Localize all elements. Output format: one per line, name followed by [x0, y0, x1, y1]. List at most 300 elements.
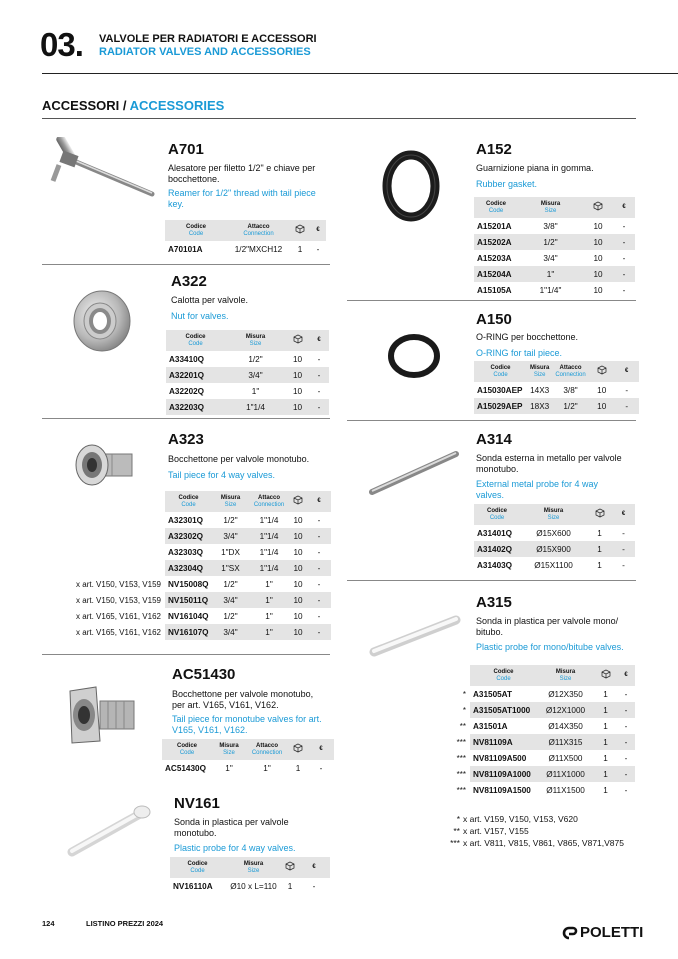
- table-cell: -: [312, 881, 316, 891]
- col-code: [165, 491, 212, 512]
- a152-table: [474, 197, 635, 298]
- table-row: [166, 351, 329, 367]
- table-text: Code: [179, 749, 195, 756]
- table-cell: 10: [293, 579, 303, 589]
- product-code-a150: A150: [476, 311, 512, 328]
- table-cell: 10: [597, 385, 607, 395]
- ac51430-table: [162, 739, 334, 776]
- table-text: Attacco: [559, 364, 582, 371]
- page-number: 124: [42, 919, 55, 928]
- table-text: Connection: [555, 371, 586, 378]
- table-cell: -: [307, 560, 331, 576]
- table-row: [58, 576, 331, 592]
- table-row: [474, 525, 635, 541]
- divider: [347, 420, 636, 421]
- table-cell: -: [625, 385, 629, 395]
- table-cell: 10: [286, 367, 309, 383]
- nv161-desc-it: Sonda in plastica per valvole monotubo.: [174, 817, 289, 838]
- col-code: [474, 361, 527, 382]
- table-text: Size: [224, 501, 237, 508]
- col-code: [166, 330, 225, 351]
- a323-table: [58, 491, 331, 640]
- table-header-row: [166, 330, 329, 351]
- table-cell: *: [453, 686, 470, 702]
- package-icon: [594, 665, 617, 686]
- product-code-a322: A322: [171, 273, 207, 290]
- plastic-probe-mono-image: [368, 612, 464, 660]
- a152-desc-it: Guarnizione piana in gomma.: [476, 163, 594, 173]
- a315-table: [453, 665, 635, 798]
- table-cell: 3/4": [543, 253, 558, 263]
- table-cell: 1: [594, 766, 617, 782]
- col-size: [520, 504, 587, 525]
- table-row: [58, 608, 331, 624]
- package-icon: [290, 220, 310, 241]
- table-cell: 1"1/4: [249, 560, 289, 576]
- table-cell: 1"DX: [221, 547, 240, 557]
- table-text: Code: [188, 230, 204, 237]
- table-cell: 10: [289, 592, 307, 608]
- divider: [42, 418, 330, 419]
- note-line: [444, 825, 624, 837]
- header-divider: [42, 73, 678, 74]
- table-cell: Ø10 x L=110: [230, 881, 277, 891]
- table-row: [474, 266, 635, 282]
- col-size: [518, 197, 583, 218]
- table-cell: A31505AT: [473, 689, 512, 699]
- table-cell: -: [617, 702, 635, 718]
- col-code: [474, 197, 518, 218]
- table-cell: 1/2": [223, 579, 238, 589]
- table-cell: A32301Q: [168, 515, 204, 525]
- table-cell: 1"1/4: [259, 547, 279, 557]
- col-connection: [227, 220, 290, 241]
- table-text: Size: [544, 207, 557, 214]
- table-text: x art. V811, V815, V861, V865, V871,V875: [463, 838, 624, 848]
- col-code: [474, 504, 520, 525]
- table-cell: 1: [597, 528, 602, 538]
- table-text: Size: [559, 675, 572, 682]
- table-cell: 1/2": [223, 515, 238, 525]
- table-text: Size: [533, 371, 546, 378]
- chapter-title-en: RADIATOR VALVES AND ACCESSORIES: [99, 46, 311, 58]
- table-text: Connection: [251, 749, 283, 756]
- package-icon: [288, 739, 308, 760]
- table-cell: -: [317, 386, 321, 396]
- a322-table: [166, 330, 329, 415]
- table-row: [474, 218, 635, 234]
- table-row: [453, 750, 635, 766]
- table-text: Size: [249, 340, 262, 347]
- table-cell: 1"1/4: [225, 399, 286, 415]
- table-header-row: [474, 504, 635, 525]
- table-cell: -: [317, 515, 321, 525]
- table-text: Misura: [245, 333, 266, 340]
- table-cell: A32302Q: [165, 528, 212, 544]
- table-cell: A15029AEP: [474, 398, 527, 414]
- table-text: Misura: [219, 742, 239, 749]
- table-cell: NV81109A1000: [470, 766, 537, 782]
- table-cell: 1: [597, 560, 602, 570]
- table-cell: 10: [292, 386, 303, 396]
- table-cell: **: [453, 718, 470, 734]
- table-cell: -: [317, 579, 321, 589]
- table-cell: 10: [583, 266, 613, 282]
- table-cell: -: [307, 624, 331, 640]
- table-cell: NV15008Q: [168, 579, 209, 589]
- table-cell: 10: [289, 560, 307, 576]
- table-text: Codice: [490, 364, 511, 371]
- table-text: Codice: [176, 742, 197, 749]
- col-size: [225, 330, 286, 351]
- table-cell: -: [612, 541, 635, 557]
- a314-desc-en: External metal probe for 4 way valves.: [476, 479, 599, 500]
- table-row: [474, 541, 635, 557]
- table-row: [58, 544, 331, 560]
- table-cell: Ø11X1500: [546, 785, 585, 795]
- table-cell: A15203A: [477, 253, 512, 263]
- table-text: Codice: [187, 860, 208, 867]
- table-row: [474, 557, 635, 573]
- table-cell: 1": [249, 592, 289, 608]
- table-cell: ***: [453, 782, 470, 798]
- table-cell: -: [624, 721, 628, 731]
- table-text: Codice: [493, 668, 514, 675]
- poletti-logo-icon: [562, 926, 578, 940]
- a150-desc-en: O-RING for tail piece.: [476, 348, 563, 358]
- table-cell: NV81109A: [470, 734, 537, 750]
- a150-desc-it: O-RING per bocchettone.: [476, 332, 579, 342]
- table-cell: A31402Q: [474, 541, 520, 557]
- brand-logo: [562, 924, 643, 941]
- package-icon: [286, 330, 309, 351]
- table-cell: -: [613, 234, 635, 250]
- product-code-a323: A323: [168, 431, 204, 448]
- table-text: Connection: [243, 230, 274, 237]
- table-row: [58, 560, 331, 576]
- col-price: €: [307, 491, 331, 512]
- ac51430-desc-it: Bocchettone per valvole monotubo, per art. V165, V161, V162.: [172, 689, 314, 710]
- table-row: [453, 782, 635, 798]
- table-cell: x art. V165, V161, V162: [58, 624, 165, 640]
- table-header-row: [474, 197, 635, 218]
- col-price: €: [310, 220, 326, 241]
- col-price: €: [617, 665, 635, 686]
- col-code: [162, 739, 212, 760]
- price-list-label: LISTINO PREZZI 2024: [86, 919, 164, 928]
- a315-desc-it: Sonda in plastica per valvole mono/ bitubo.: [476, 616, 619, 637]
- table-cell: -: [624, 785, 628, 795]
- o-ring-image: [384, 330, 444, 382]
- table-cell: 10: [293, 547, 303, 557]
- table-row: [474, 398, 639, 414]
- table-cell: -: [624, 689, 628, 699]
- table-cell: NV16104Q: [168, 611, 209, 621]
- plastic-probe-image: [60, 800, 152, 862]
- table-cell: A32303Q: [168, 547, 204, 557]
- table-cell: 1: [594, 702, 617, 718]
- table-cell: -: [307, 528, 331, 544]
- a701-desc-it: Alesatore per filetto 1/2" e chiave per bocchettone.: [168, 163, 316, 184]
- col-size: [212, 739, 246, 760]
- table-cell: 1: [594, 734, 617, 750]
- table-cell: A31501A: [473, 721, 508, 731]
- table-text: Code: [188, 340, 203, 347]
- table-cell: 10: [583, 234, 613, 250]
- table-cell: 10: [589, 398, 615, 414]
- table-cell: 3/4": [225, 367, 286, 383]
- table-row: [453, 766, 635, 782]
- col-price: €: [613, 197, 635, 218]
- table-cell: 1: [603, 753, 608, 763]
- table-text: Codice: [486, 507, 507, 514]
- table-cell: 1": [225, 763, 233, 773]
- table-cell: A70101A: [168, 244, 203, 254]
- table-row: [170, 878, 330, 894]
- table-row: [453, 734, 635, 750]
- col-connection: [249, 491, 289, 512]
- col-size: [225, 857, 282, 878]
- table-cell: -: [615, 398, 639, 414]
- table-cell: A32304Q: [165, 560, 212, 576]
- table-cell: [58, 528, 165, 544]
- table-cell: 3/4": [212, 592, 249, 608]
- table-cell: 3/8": [563, 385, 578, 395]
- table-cell: A32202Q: [169, 386, 205, 396]
- table-header-row: [453, 665, 635, 686]
- table-cell: NV81109A1500: [473, 785, 531, 795]
- table-cell: -: [307, 592, 331, 608]
- table-text: Codice: [178, 494, 199, 501]
- package-icon: [587, 504, 612, 525]
- table-text: Codice: [485, 200, 506, 207]
- table-text: Misura: [243, 860, 264, 867]
- table-row: [166, 399, 329, 415]
- product-code-ac51430: AC51430: [172, 666, 236, 683]
- table-row: [58, 624, 331, 640]
- col-price: €: [298, 857, 330, 878]
- col-code: [165, 220, 227, 241]
- col-size: [527, 361, 552, 382]
- product-code-a701: A701: [168, 141, 204, 158]
- table-cell: -: [309, 367, 329, 383]
- product-code-nv161: NV161: [174, 795, 220, 812]
- table-header-row: [170, 857, 330, 878]
- table-row: [58, 592, 331, 608]
- col-size: [212, 491, 249, 512]
- table-text: Codice: [185, 333, 206, 340]
- table-cell: [453, 665, 470, 686]
- package-icon: [282, 857, 298, 878]
- table-cell: A15202A: [474, 234, 518, 250]
- table-cell: 1": [251, 386, 260, 396]
- col-connection: [552, 361, 588, 382]
- a315-desc-en: Plastic probe for mono/bitube valves.: [476, 642, 624, 652]
- table-text: *: [456, 814, 460, 824]
- table-cell: Ø11X315: [537, 734, 594, 750]
- table-cell: 1: [297, 244, 303, 254]
- table-row: [453, 686, 635, 702]
- divider: [42, 264, 330, 265]
- table-cell: -: [316, 244, 320, 254]
- table-row: [166, 383, 329, 399]
- table-cell: -: [622, 253, 626, 263]
- note-line: [444, 813, 624, 825]
- table-cell: x art. V150, V153, V159: [58, 592, 165, 608]
- table-cell: 10: [293, 611, 303, 621]
- table-cell: 14X3: [530, 385, 550, 395]
- table-cell: 1"1/4: [249, 528, 289, 544]
- ac51430-desc-en: Tail piece for monotube valves for art. V165, V161, V162.: [172, 714, 322, 735]
- table-text: Misura: [540, 200, 561, 207]
- table-cell: 1/2": [552, 398, 588, 414]
- table-cell: 3/4": [212, 624, 249, 640]
- table-text: Code: [489, 514, 505, 521]
- table-text: Misura: [220, 494, 241, 501]
- table-cell: -: [613, 266, 635, 282]
- a314-table: [474, 504, 635, 573]
- table-cell: [58, 560, 165, 576]
- table-row: [474, 282, 635, 298]
- table-cell: -: [617, 734, 635, 750]
- a701-desc-en: Reamer for 1/2" thread with tail piece key.: [168, 188, 316, 209]
- monotube-tail-piece-image: [66, 683, 140, 747]
- table-cell: 1/2": [223, 611, 238, 621]
- table-cell: 1"1/4": [539, 285, 562, 295]
- a322-desc-en: Nut for valves.: [171, 311, 229, 321]
- table-text: **: [453, 826, 460, 836]
- divider: [347, 580, 636, 581]
- table-cell: 10: [293, 515, 303, 525]
- table-cell: -: [309, 399, 329, 415]
- table-cell: A31401Q: [477, 528, 513, 538]
- table-cell: -: [317, 547, 321, 557]
- table-cell: -: [622, 528, 625, 538]
- table-text: Size: [223, 749, 235, 756]
- table-cell: -: [317, 354, 321, 364]
- table-cell: -: [622, 285, 626, 295]
- divider: [347, 300, 636, 301]
- section-divider: [42, 118, 636, 119]
- table-text: Codice: [185, 223, 206, 230]
- table-cell: 1": [265, 611, 273, 621]
- table-cell: 10: [289, 528, 307, 544]
- table-cell: NV81109A500: [473, 753, 527, 763]
- chapter-title-it: VALVOLE PER RADIATORI E ACCESSORI: [99, 33, 317, 45]
- table-cell: Ø15X1100: [534, 560, 573, 570]
- table-cell: Ø14X350: [548, 721, 583, 731]
- table-cell: 10: [593, 253, 603, 263]
- table-cell: 10: [286, 399, 309, 415]
- table-cell: A32201Q: [166, 367, 225, 383]
- reamer-key-image: [47, 137, 157, 201]
- table-cell: 10: [292, 354, 303, 364]
- chapter-number: 03.: [40, 26, 83, 63]
- table-row: [453, 718, 635, 734]
- table-text: Size: [247, 867, 260, 874]
- table-text: Misura: [555, 668, 576, 675]
- table-text: Connection: [253, 501, 285, 508]
- table-cell: A15030AEP: [477, 385, 523, 395]
- table-cell: NV16107Q: [165, 624, 212, 640]
- divider: [42, 654, 330, 655]
- table-cell: -: [622, 560, 625, 570]
- table-cell: 3/8": [543, 221, 558, 231]
- table-text: Size: [547, 514, 560, 521]
- table-cell: *: [453, 702, 470, 718]
- tail-piece-image: [72, 440, 136, 490]
- table-cell: 18X3: [527, 398, 552, 414]
- table-cell: 1: [603, 785, 608, 795]
- note-line: [444, 837, 624, 849]
- table-text: Misura: [530, 364, 550, 371]
- table-cell: 1: [603, 721, 608, 731]
- table-cell: 1"1/4: [259, 515, 279, 525]
- table-cell: -: [617, 766, 635, 782]
- table-cell: 3/4": [212, 528, 249, 544]
- a323-desc-it: Bocchettone per valvole monotubo.: [168, 454, 310, 464]
- a314-desc-it: Sonda esterna in metallo per valvole monotubo.: [476, 453, 622, 474]
- table-cell: 1": [265, 579, 273, 589]
- table-row: [166, 367, 329, 383]
- package-icon: [589, 361, 615, 382]
- table-cell: 1: [287, 881, 293, 891]
- table-text: Code: [181, 501, 196, 508]
- table-header-row: [162, 739, 334, 760]
- table-cell: 10: [289, 624, 307, 640]
- a152-desc-en: Rubber gasket.: [476, 179, 538, 189]
- table-cell: x art. V150, V153, V159: [58, 576, 165, 592]
- table-header-row: [165, 220, 326, 241]
- table-cell: A31403Q: [477, 560, 513, 570]
- table-row: [474, 234, 635, 250]
- table-cell: ***: [453, 750, 470, 766]
- a701-table: [165, 220, 326, 257]
- table-cell: 1: [295, 763, 301, 773]
- table-cell: AC51430Q: [165, 763, 206, 773]
- rubber-gasket-image: [380, 148, 444, 224]
- section-title-en: ACCESSORIES: [129, 98, 225, 113]
- table-cell: -: [317, 611, 321, 621]
- table-cell: 1"SX: [212, 560, 249, 576]
- table-text: Attacco: [255, 742, 278, 749]
- col-price: €: [615, 361, 639, 382]
- table-row: [165, 241, 326, 257]
- table-cell: ***: [453, 734, 470, 750]
- col-connection: [246, 739, 288, 760]
- package-icon: [289, 491, 307, 512]
- table-row: [453, 702, 635, 718]
- col-code: [170, 857, 225, 878]
- table-row: [474, 382, 639, 398]
- table-cell: [58, 512, 165, 528]
- table-text: Misura: [543, 507, 564, 514]
- table-text: Code: [190, 867, 205, 874]
- table-cell: 1/2"MXCH12: [234, 244, 283, 254]
- table-cell: 1: [603, 689, 608, 699]
- table-cell: Ø15X900: [520, 541, 587, 557]
- table-cell: 1/2": [518, 234, 583, 250]
- table-text: Code: [493, 371, 508, 378]
- table-cell: 1": [263, 763, 271, 773]
- product-code-a314: A314: [476, 431, 512, 448]
- table-cell: A15201A: [477, 221, 512, 231]
- table-text: Attacco: [247, 223, 270, 230]
- table-header-row: [58, 491, 331, 512]
- metal-probe-image: [366, 448, 462, 498]
- table-text: Attacco: [257, 494, 280, 501]
- product-code-a315: A315: [476, 594, 512, 611]
